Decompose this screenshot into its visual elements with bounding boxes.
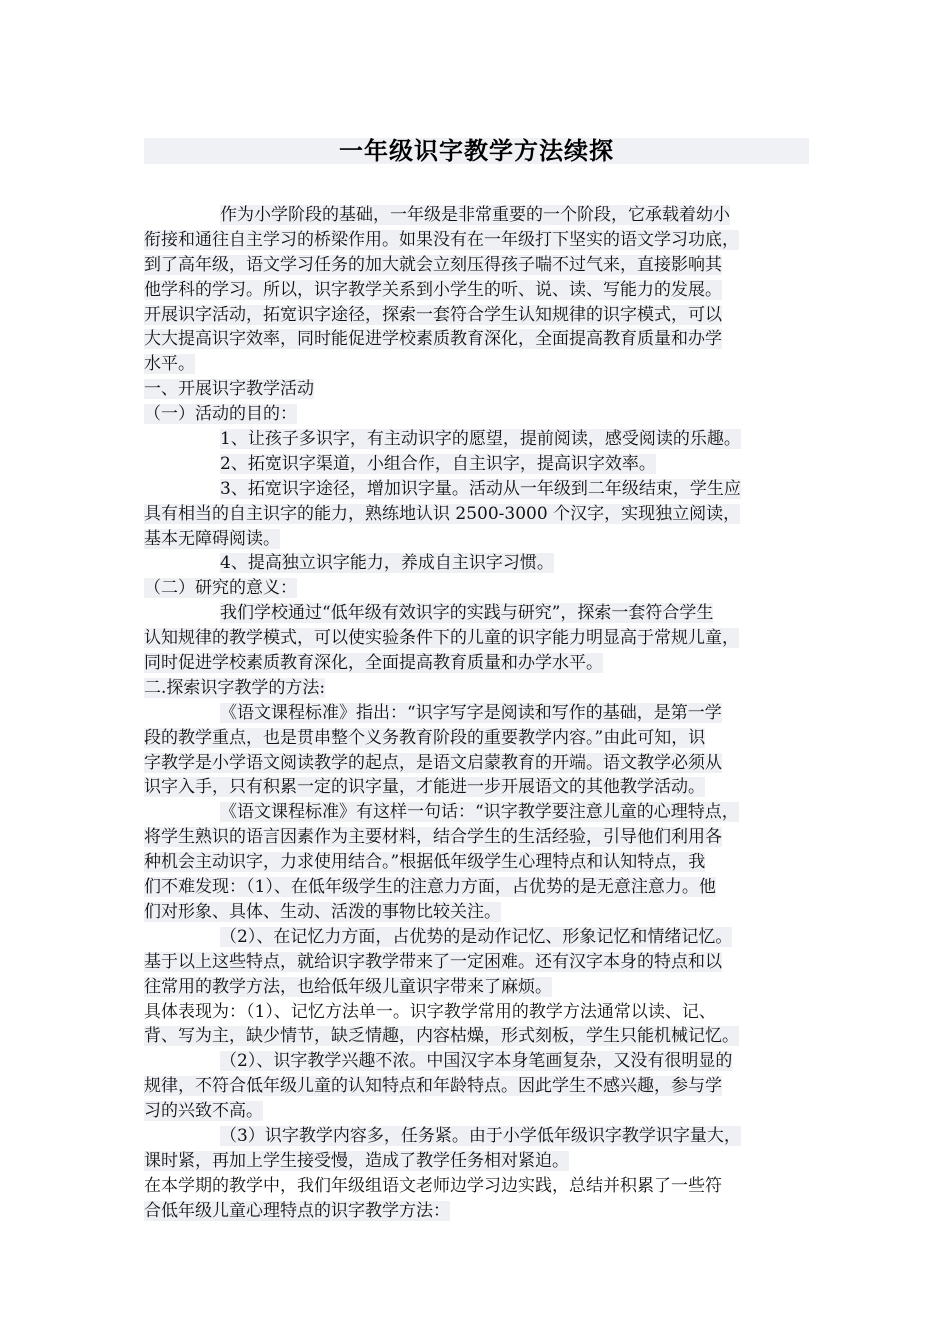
text-line [144,228,812,253]
text-line-content: （二）研究的意义： [144,578,297,599]
text-line-content: 2、拓宽识字渠道，小组合作，自主识字，提高识字效率。 [220,453,656,474]
text-line [144,551,812,576]
text-line [144,726,812,751]
text-line-content: 具体表现为：（1）、记忆方法单一。识字教学常用的教学方法通常以读、记、 [144,1001,716,1022]
text-line [144,402,812,427]
text-line [144,278,812,303]
text-line [144,751,812,776]
text-line [144,950,812,975]
text-line [144,975,812,1000]
text-line [144,1000,812,1025]
text-line [144,502,812,527]
text-line-content: 们不难发现：（1）、在低年级学生的注意力方面，占优势的是无意注意力。他 [144,877,716,898]
text-line [144,676,812,701]
text-line-content: 水平。 [144,354,195,375]
text-line [144,352,812,377]
text-line-content: 他学科的学习。所以，识字教学关系到小学生的听、说、读、写能力的发展。 [144,279,722,300]
text-line-content: 认知规律的教学模式，可以使实验条件下的儿童的识字能力明显高于常规儿童， [144,628,739,649]
text-line-content: （一）活动的目的： [144,404,297,425]
text-line [144,576,812,601]
text-line [144,1149,812,1174]
text-line [144,925,812,950]
text-line [144,253,812,278]
text-line-content: 3、拓宽识字途径，增加识字量。活动从一年级到二年级结束，学生应 [220,478,741,499]
text-line [144,1199,812,1224]
text-line-content: 合低年级儿童心理特点的识字教学方法： [144,1200,450,1221]
text-line [144,775,812,800]
text-line [144,1049,812,1074]
text-line [144,327,812,352]
text-line [144,601,812,626]
text-line-content: （2）、在记忆力方面，占优势的是动作记忆、形象记忆和情绪记忆。 [220,926,733,947]
text-line [144,527,812,552]
text-line [144,377,812,402]
text-line-content: 同时促进学校素质教育深化，全面提高教育质量和办学水平。 [144,653,603,674]
text-line [144,651,812,676]
text-line [144,850,812,875]
text-line [144,203,812,228]
text-line-content: 识字入手，只有积累一定的识字量，才能进一步开展语文的其他教学活动。 [144,777,705,798]
text-line-content: 开展识字活动，拓宽识字途径，探索一套符合学生认知规律的识字模式，可以 [144,304,722,325]
text-line-content: 衔接和通往自主学习的桥梁作用。如果没有在一年级打下坚实的语文学习功底， [144,229,739,250]
text-line-content: 大大提高识字效率，同时能促进学校素质教育深化，全面提高教育质量和办学 [144,329,722,350]
text-line [144,701,812,726]
text-line-content: （2）、识字教学兴趣不浓。中国汉字本身笔画复杂，又没有很明显的 [220,1051,733,1072]
text-line-content: 习的兴致不高。 [144,1101,263,1122]
text-line [144,1024,812,1049]
document-body [144,203,812,1224]
text-line-content: 规律，不符合低年级儿童的认知特点和年龄特点。因此学生不感兴趣，参与学 [144,1076,722,1097]
text-line [144,477,812,502]
text-line [144,427,812,452]
text-line-content: 们对形象、具体、生动、活泼的事物比较关注。 [144,901,501,922]
text-line-content: 字教学是小学语文阅读教学的起点，是语文启蒙教育的开端。语文教学必须从 [144,752,722,773]
text-line-content: 在本学期的教学中，我们年级组语文老师边学习边实践，总结并积累了一些符 [144,1175,722,1196]
text-line [144,303,812,328]
text-line-content: 1、让孩子多识字，有主动识字的愿望，提前阅读，感受阅读的乐趣。 [220,429,741,450]
text-line-content: 到了高年级，语文学习任务的加大就会立刻压得孩子喘不过气来，直接影响其 [144,254,722,275]
text-line-content: （3）识字教学内容多，任务紧。由于小学低年级识字教学识字量大， [220,1125,741,1146]
text-line-content: 基本无障碍阅读。 [144,528,280,549]
text-line [144,1074,812,1099]
text-line-content: 《语文课程标准》有这样一句话：“识字教学要注意儿童的心理特点， [220,802,739,823]
text-line-content: 背、写为主，缺少情节，缺乏情趣，内容枯燥，形式刻板，学生只能机械记忆。 [144,1026,739,1047]
text-line-content: 作为小学阶段的基础，一年级是非常重要的一个阶段，它承载着幼小 [220,205,730,225]
text-line [144,1174,812,1199]
text-line [144,900,812,925]
text-line [144,1124,812,1149]
document-title: 一年级识字教学方法续探 [339,136,614,165]
text-line [144,800,812,825]
text-line-content: 二.探索识字教学的方法: [144,677,326,698]
text-line-content: 往常用的教学方法，也给低年级儿童识字带来了麻烦。 [144,976,552,997]
text-line-content: 基于以上这些特点，就给识字教学带来了一定困难。还有汉字本身的特点和以 [144,951,722,972]
text-line-content: 我们学校通过“低年级有效识字的实践与研究”，探索一套符合学生 [220,603,714,624]
text-line [144,626,812,651]
text-line [144,452,812,477]
text-line-content: 种机会主动识字，力求使用结合。”根据低年级学生心理特点和认知特点，我 [144,852,706,873]
text-line-content: 课时紧，再加上学生接受慢，造成了教学任务相对紧迫。 [144,1150,569,1171]
text-line [144,1099,812,1124]
text-line [144,825,812,850]
text-line [144,875,812,900]
text-line-content: 段的教学重点，也是贯串整个义务教育阶段的重要教学内容。”由此可知，识 [144,727,706,748]
text-line-content: 4、提高独立识字能力，养成自主识字习惯。 [220,553,554,574]
text-line-content: 一、开展识字教学活动 [144,379,314,400]
text-line-content: 将学生熟识的语言因素作为主要材料，结合学生的生活经验，引导他们利用各 [144,827,722,848]
text-line-content: 具有相当的自主识字的能力，熟练地认识 2500-3000 个汉字，实现独立阅读， [144,503,741,524]
text-line-content: 《语文课程标准》指出：“识字写字是阅读和写作的基础，是第一学 [220,702,722,723]
